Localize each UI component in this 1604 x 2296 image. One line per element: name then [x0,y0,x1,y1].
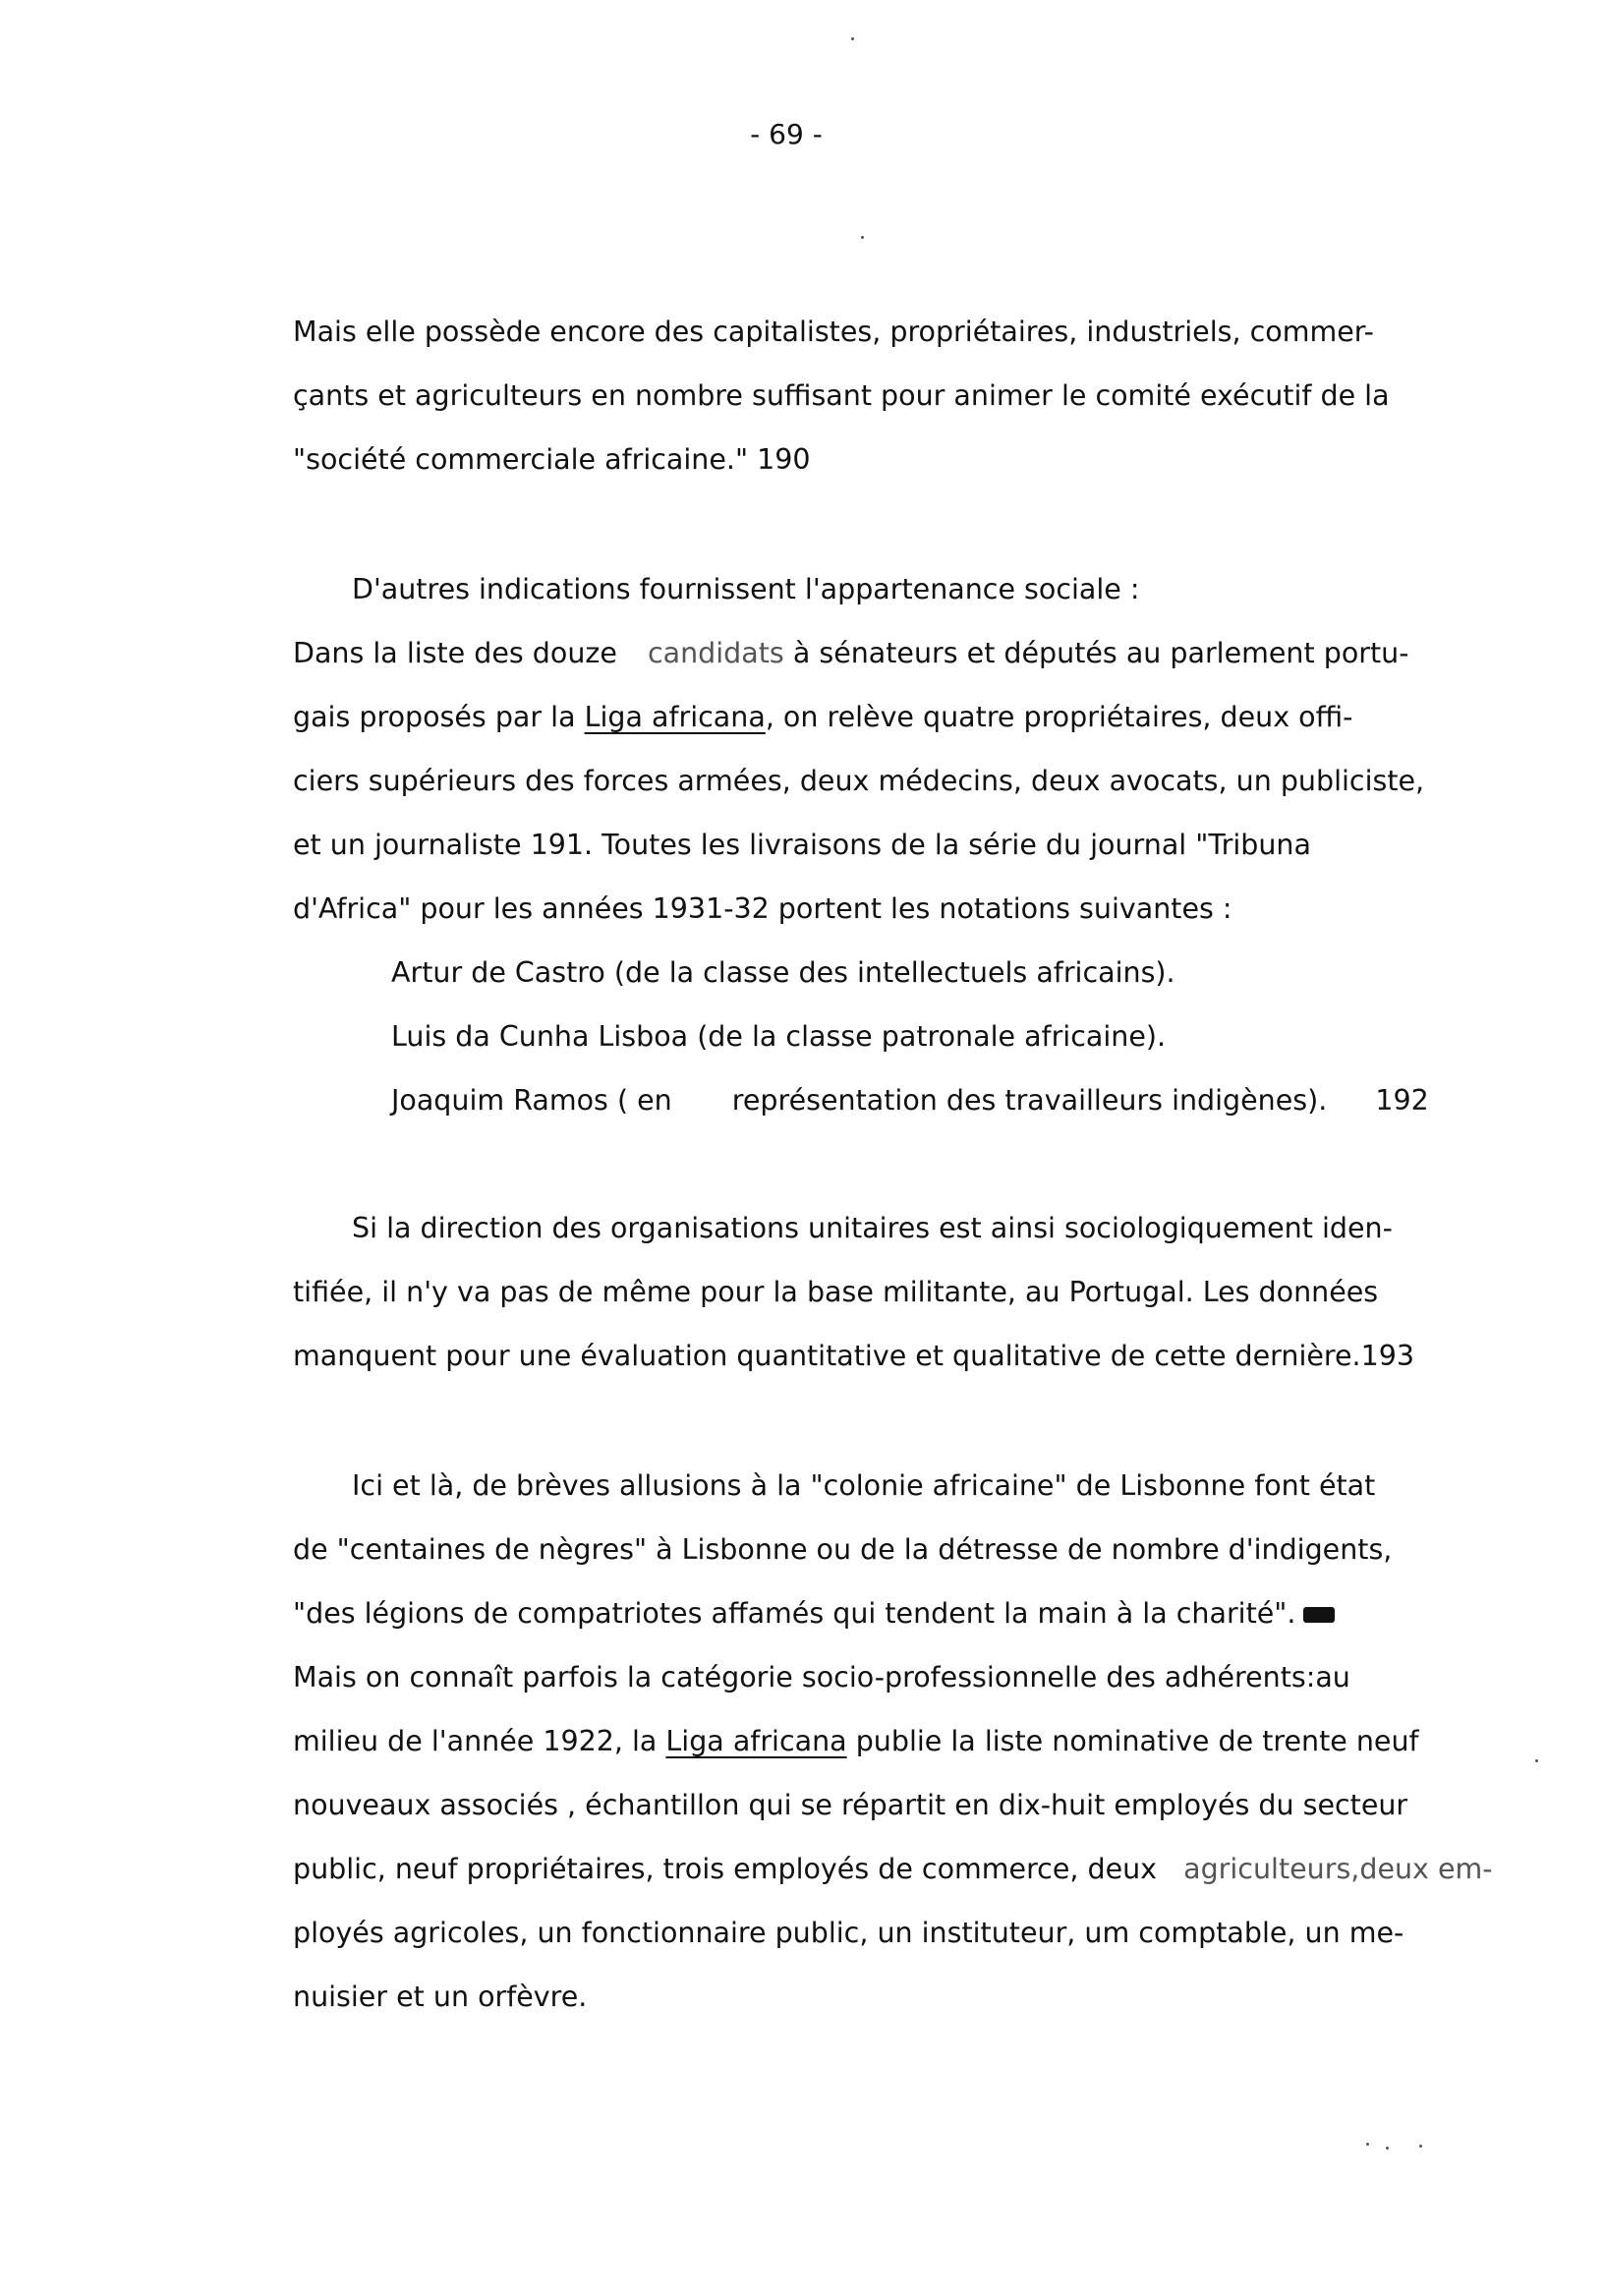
text-line: manquent pour une évaluation quantitative et qualitative de cette dernière.193 [293,1340,1414,1372]
text-line: et un journaliste 191. Toutes les livraisons de la série du journal "Tribuna [293,829,1311,861]
footnote-ref: 192 [1375,1084,1429,1117]
text-line: Si la direction des organisations unitaires est ainsi sociologiquement iden- [352,1212,1393,1244]
text-span: Joaquim Ramos ( en [391,1084,672,1117]
text-span: Dans la liste des douze [293,637,617,669]
text-line: Mais on connaît parfois la catégorie socio-professionnelle des adhérents:au [293,1661,1350,1693]
text-span: à sénateurs et députés au parlement portu- [792,637,1409,669]
scan-speck [1419,2145,1422,2148]
scan-speck [861,236,864,239]
text-line [293,1594,1335,1634]
list-item: Artur de Castro (de la classe des intellectuels africains). [391,956,1175,989]
text-span: candidats [647,637,784,669]
text-span: "des légions de compatriotes affamés qui tendent la main à la charité". [293,1597,1296,1630]
text-line: de "centaines de nègres" à Lisbonne ou de la détresse de nombre d'indigents, [293,1533,1393,1566]
underlined-title: Liga africana [584,701,766,733]
text-span: représentation des travailleurs indigènes). [731,1084,1328,1117]
scan-speck [851,37,854,40]
scan-speck [1366,2143,1369,2146]
text-line [293,1850,1493,1889]
text-line: nuisier et un orfèvre. [293,1980,588,2013]
text-span: agriculteurs,deux em- [1183,1853,1493,1885]
text-line: tifiée, il n'y va pas de même pour la base militante, au Portugal. Les données [293,1276,1379,1308]
text-span: milieu de l'année 1922, la [293,1725,666,1757]
text-line: d'Africa" pour les années 1931-32 portent les notations suivantes : [293,892,1232,925]
text-line: "société commerciale africaine." 190 [293,443,811,476]
text-line: Mais elle possède encore des capitalistes, propriétaires, industriels, commer- [293,316,1374,348]
scan-speck [1535,1759,1538,1762]
underlined-title: Liga africana [665,1725,847,1757]
text-line [293,1722,1419,1761]
text-line [293,634,1409,673]
text-span: publie la liste nominative de trente neuf [846,1725,1419,1757]
text-line: D'autres indications fournissent l'appartenance sociale : [352,573,1140,605]
text-line [293,698,1352,737]
text-span: gais proposés par la [293,701,585,733]
text-line: nouveaux associés , échantillon qui se répartit en dix-huit employés du secteur [293,1789,1408,1821]
text-line: çants et agriculteurs en nombre suffisant pour animer le comité exécutif de la [293,379,1390,412]
text-line: Ici et là, de brèves allusions à la "colonie africaine" de Lisbonne font état [352,1469,1376,1502]
list-item: Luis da Cunha Lisboa (de la classe patronale africaine). [391,1020,1167,1053]
scan-speck [1386,2147,1389,2150]
text-span: public, neuf propriétaires, trois employés de commerce, deux [293,1853,1158,1885]
list-item [391,1081,1429,1120]
page-number: - 69 - [750,118,823,150]
ink-blot [1303,1607,1335,1623]
text-line: ployés agricoles, un fonctionnaire public, un instituteur, um comptable, un me- [293,1917,1404,1949]
text-span: , on relève quatre propriétaires, deux offi- [765,701,1353,733]
text-line: ciers supérieurs des forces armées, deux médecins, deux avocats, un publiciste, [293,765,1425,797]
